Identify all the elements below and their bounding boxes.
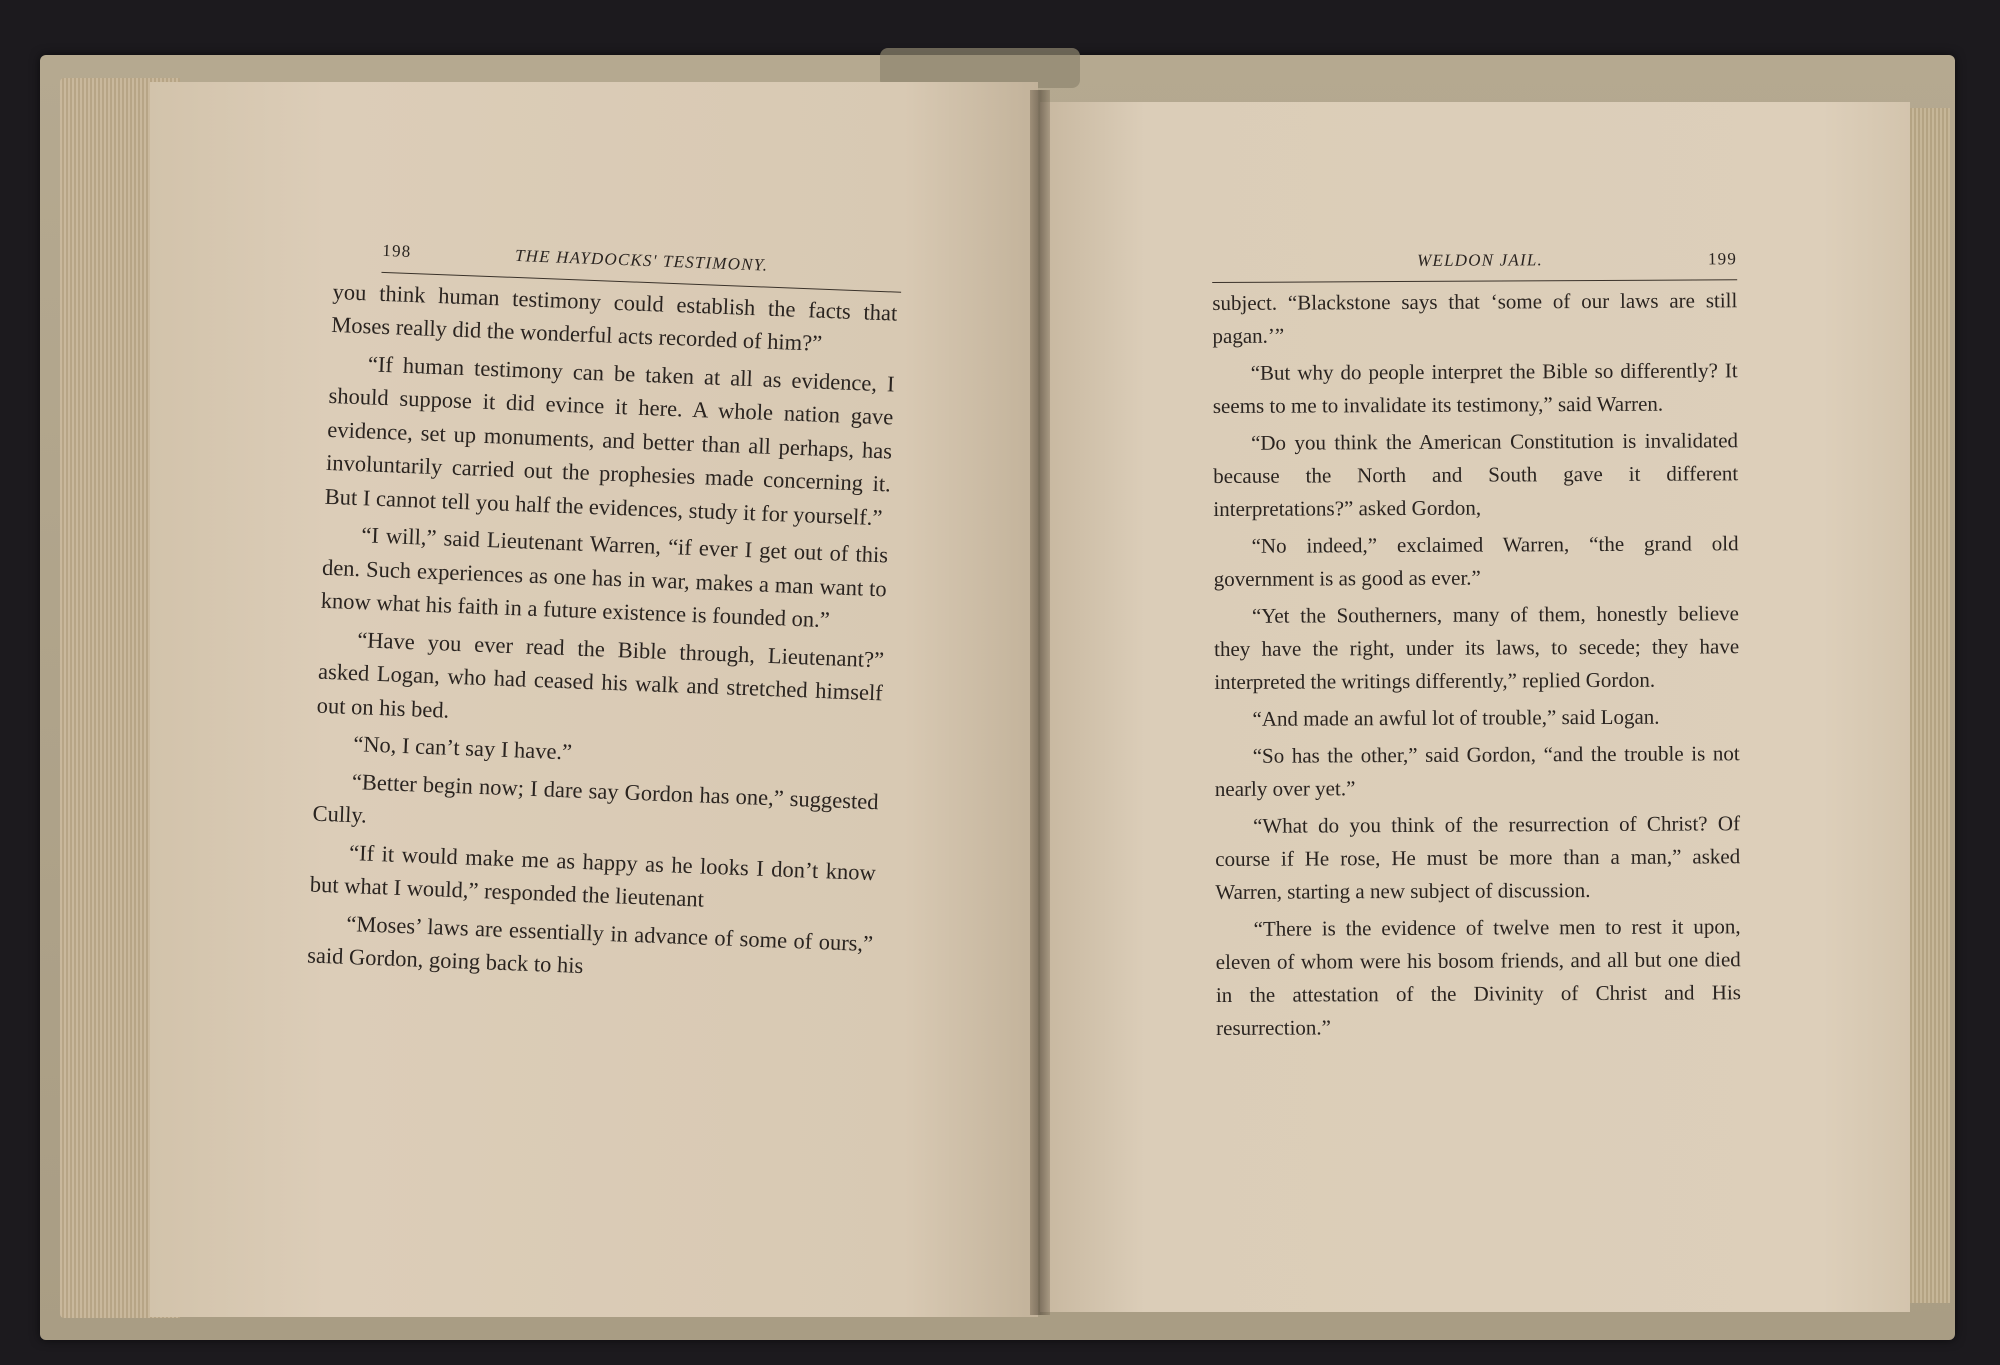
paragraph: “There is the evidence of twelve men to rest it upon, eleven of whom were his bosom friends, and all but one died in the attestation of the Divinity of Christ and His resurrection.” [1215, 914, 1741, 1040]
left-page-number: 198 [381, 240, 412, 261]
right-page-text [1212, 242, 1741, 1049]
paragraph: you think human testimony could establish the facts that Moses really did the wonderful acts recorded of him?” [330, 278, 898, 356]
paragraph: “Do you think the American Constitution is invalidated because the North and South gave it different interpretations?” asked Gordon, [1213, 428, 1739, 521]
right-page-number: 199 [1707, 249, 1738, 269]
right-running-head: WELDON JAIL. [1417, 250, 1543, 270]
paragraph: “And made an awful lot of trouble,” said Logan. [1252, 704, 1660, 731]
left-running-head: THE HAYDOCKS' TESTIMONY. [514, 245, 769, 275]
paragraph: “Have you ever read the Bible through, Lieutenant?” asked Logan, who had ceased his walk and stretched himself out on his bed. [316, 626, 885, 723]
paragraph: “So has the other,” said Gordon, “and the trouble is not nearly over yet.” [1214, 741, 1740, 801]
paragraph: “No, I can’t say I have.” [352, 731, 573, 765]
paragraph: “Better begin now; I dare say Gordon has one,” suggested Cully. [312, 768, 880, 828]
paragraph: “Yet the Southerners, many of them, honestly believe they have the right, under its laws, to secede; they have interpreted the writings differently,” replied Gordon. [1214, 601, 1740, 694]
paragraph: “But why do people interpret the Bible so differently? It seems to me to invalidate its testimony,” said Warren. [1212, 358, 1738, 418]
paragraph: “If it would make me as happy as he looks I don’t know but what I would,” responded the lieutenant [309, 839, 877, 912]
paragraph: subject. “Blackstone says that ‘some of our laws are still pagan.’” [1212, 288, 1738, 348]
paragraph: “No indeed,” exclaimed Warren, “the grand old government is as good as ever.” [1213, 531, 1739, 591]
paragraph: “I will,” said Lieutenant Warren, “if ever I get out of this den. Such experiences as one has in war, makes a man want to know what his faith in a future existence is founded on.” [320, 522, 889, 633]
left-page-text [306, 232, 899, 998]
book-gutter [1030, 90, 1050, 1315]
header-spacer [872, 275, 902, 276]
paragraph: “Moses’ laws are essentially in advance of some of ours,” said Gordon, going back to his [306, 910, 874, 979]
paragraph: “If human testimony can be taken at all as evidence, I should suppose it did evince it here. A whole nation gave evidence, set up monuments, and better than all perhaps, has involuntarily carried out the prophesies made concerning it. But I cannot tell you half the evidences, study it for yourself.” [324, 350, 896, 530]
paragraph: “What do you think of the resurrection of Christ? Of course if He rose, He must be more than a man,” asked Warren, starting a new subject of discussion. [1215, 811, 1741, 904]
right-running-header [1212, 242, 1737, 283]
